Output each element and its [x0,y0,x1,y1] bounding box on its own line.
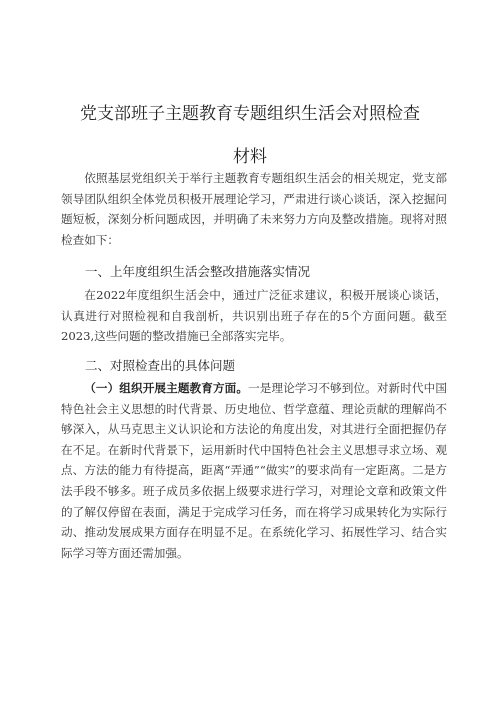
document-title: 党支部班子主题教育专题组织生活会对照检查 [80,104,420,124]
section-2-heading: 二、对照检查出的具体问题 [85,358,236,373]
section-2-item-1-body: 一是理论学习不够到位。对新时代中国特色社会主义思想的时代背景、历史地位、哲学意蕴、理论贡献的理解尚不够深入，从马克思主义认识论和方法论的角度出发，对其进行全面把握仍存在不足。在新时代背景下，运用新时代中国特色社会主义思想寻求立场、观点、方法的能力有待提高，距离“弄通”“做实”的要求尚有一定距离。二是方法手段不够多。班子成员多依据上级要求进行学习，对理论文章和政策文件的了解仅停留在表面，满足于完成学习任务，而在将学习成果转化为实际行动、推动发展成果方面存在明显不足。在系统化学习、拓展性学习、结合实际学习等方面还需加强。 [61,381,447,560]
section-1-paragraph: 在2022年度组织生活会中，通过广泛征求建议，积极开展谈心谈话，认真进行对照检视和自我剖析，共识别出班子存在的5个方面问题。截至2023,这些问题的整改措施已全部落实完毕。 [61,288,447,344]
section-1-heading: 一、上年度组织生活会整改措施落实情况 [85,264,311,279]
section-2-item-1-paragraph [61,378,447,563]
section-2-item-1-lead: （一）组织开展主题教育方面。 [84,381,249,395]
intro-paragraph: 依照基层党组织关于举行主题教育专题组织生活会的相关规定，党支部领导团队组织全体党员积极开展理论学习，严肃进行谈心谈话，深入挖掘问题短板，深刻分析问题成因，并明确了未来努力方向及整改措施。现将对照检查如下： [61,171,447,247]
document-title-continuation: 材料 [233,147,267,167]
